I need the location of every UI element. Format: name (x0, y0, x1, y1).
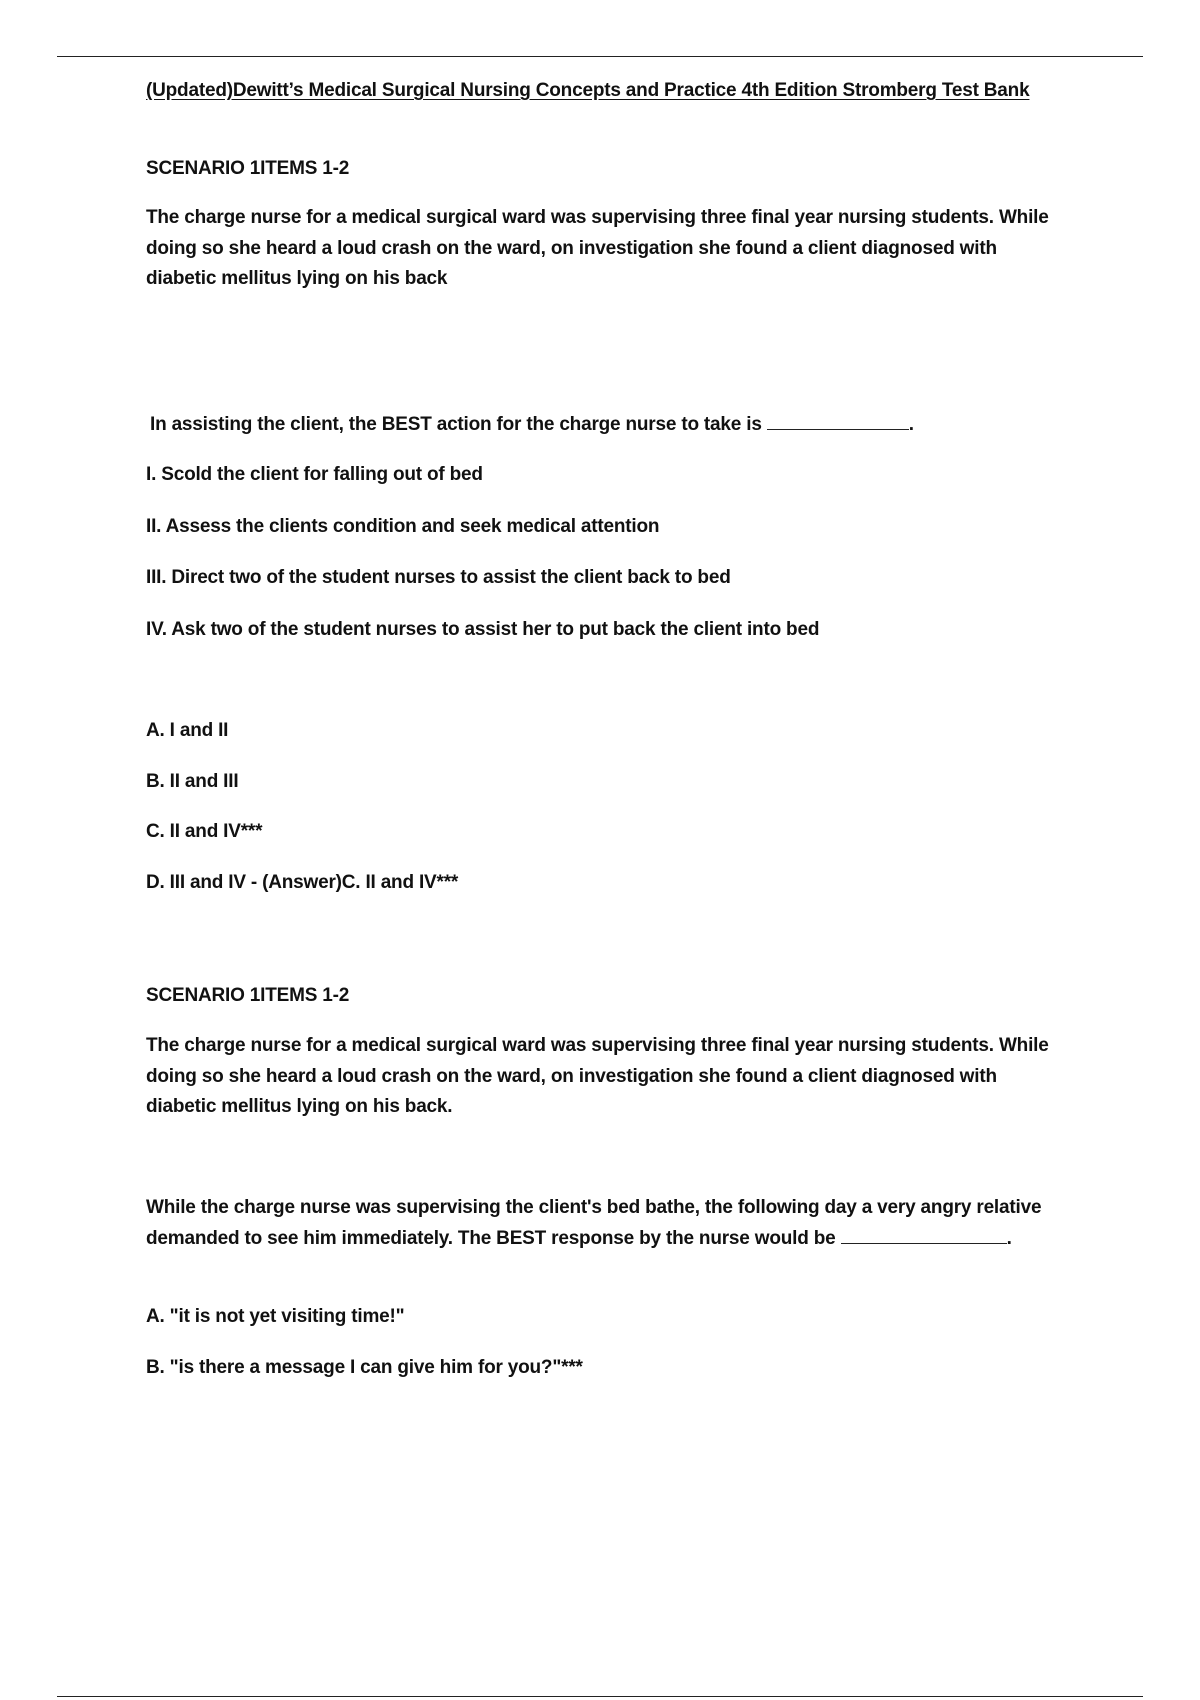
option-list-1 (146, 716, 1086, 747)
answer-option: B. II and III (146, 771, 239, 792)
document-title: (Updated)Dewitt’s Medical Surgical Nursing Concepts and Practice 4th Edition Stromberg Test Bank (146, 80, 1030, 101)
scenario-line: The charge nurse for a medical surgical ward was supervising three final year nursing students. While (146, 1035, 1049, 1056)
answer-option: C. II and IV*** (146, 821, 263, 842)
statement-list (146, 460, 1086, 491)
question-stem-1: In assisting the client, the BEST action for the charge nurse to take is . (150, 410, 1090, 441)
scenario-heading-2: SCENARIO 1ITEMS 1-2 (146, 985, 350, 1006)
answer-option: D. III and IV - (Answer)C. II and IV*** (146, 872, 459, 893)
scenario-line: diabetic mellitus lying on his back. (146, 1096, 453, 1117)
scenario-line: doing so she heard a loud crash on the ward, on investigation she found a client diagnosed with (146, 1065, 997, 1087)
scenario-line: The charge nurse for a medical surgical ward was supervising three final year nursing students. While (146, 207, 1049, 228)
question-stem-2: While the charge nurse was supervising the client's bed bathe, the following day a very angry relative demanded to see him immediately. The BEST response by the nurse would be . (146, 1197, 1042, 1249)
answer-option: B. "is there a message I can give him for you?"*** (146, 1357, 583, 1378)
answer-option: A. I and II (146, 720, 229, 741)
statement-item: IV. Ask two of the student nurses to assist her to put back the client into bed (146, 619, 820, 640)
scenario-text-2 (146, 1031, 1086, 1123)
bottom-divider (57, 1696, 1143, 1697)
scenario-heading-1: SCENARIO 1ITEMS 1-2 (146, 158, 350, 179)
statement-item: I. Scold the client for falling out of bed (146, 464, 483, 485)
answer-option: A. "it is not yet visiting time!" (146, 1306, 405, 1327)
scenario-line: doing so she heard a loud crash on the ward, on investigation she found a client diagnosed with (146, 237, 997, 259)
answer-blank (841, 1225, 1007, 1244)
statement-item: III. Direct two of the student nurses to assist the client back to bed (146, 567, 731, 588)
option-list-2 (146, 1302, 1086, 1333)
answer-blank (767, 411, 909, 430)
statement-item: II. Assess the clients condition and seek medical attention (146, 516, 660, 537)
scenario-line: diabetic mellitus lying on his back (146, 268, 448, 289)
scenario-text-1 (146, 203, 1086, 295)
top-divider (57, 56, 1143, 57)
